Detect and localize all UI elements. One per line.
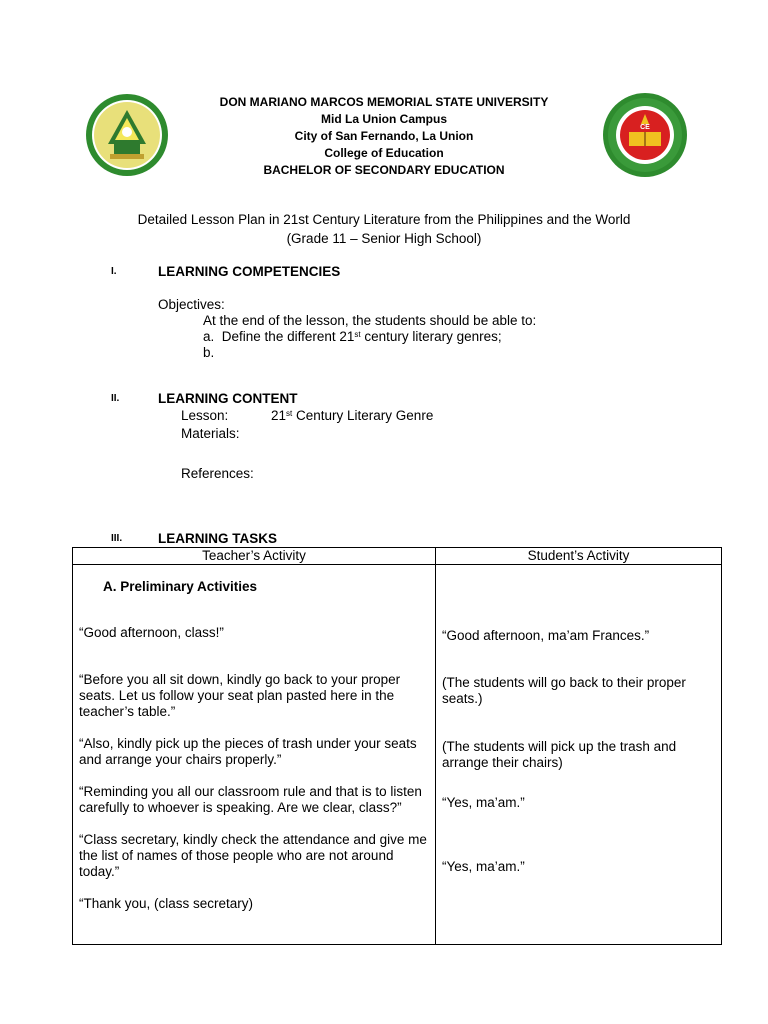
student-line-5: “Yes, ma’am.” bbox=[442, 859, 525, 874]
teacher-line-1: “Good afternoon, class!” bbox=[79, 625, 224, 640]
materials-label: Materials: bbox=[181, 426, 240, 441]
lesson-plan-title bbox=[60, 211, 708, 248]
references-label: References: bbox=[181, 466, 254, 481]
student-line-2: (The students will go back to their proper seats.) bbox=[442, 675, 686, 706]
teacher-activity-cell bbox=[73, 565, 436, 945]
section-3-heading: LEARNING TASKS bbox=[158, 531, 278, 546]
title-line-1: Detailed Lesson Plan in 21st Century Literature from the Philippines and the World bbox=[137, 212, 631, 227]
program-name: BACHELOR OF SECONDARY EDUCATION bbox=[263, 163, 505, 177]
lesson-label: Lesson: bbox=[181, 408, 229, 423]
city-name: City of San Fernando, La Union bbox=[294, 129, 474, 143]
university-name: DON MARIANO MARCOS MEMORIAL STATE UNIVERSITY bbox=[219, 95, 549, 109]
seal-text: CE bbox=[640, 124, 650, 131]
student-activity-cell bbox=[436, 565, 722, 945]
section-3-numeral: III. bbox=[111, 533, 123, 544]
college-name: College of Education bbox=[324, 146, 444, 160]
objectives-intro: At the end of the lesson, the students should be able to: bbox=[203, 313, 537, 328]
section-2-numeral: II. bbox=[111, 393, 120, 404]
objective-a-marker: a. bbox=[203, 329, 215, 344]
table-header-row bbox=[73, 548, 722, 565]
teacher-line-4: “Reminding you all our classroom rule and that is to listen carefully to whoever is speaking. Are we clear, class?” bbox=[79, 784, 422, 815]
objective-a bbox=[203, 329, 502, 345]
teacher-line-6: “Thank you, (class secretary) bbox=[79, 896, 254, 911]
student-line-3: (The students will pick up the trash and arrange their chairs) bbox=[442, 739, 677, 770]
preliminary-activities-heading: A. Preliminary Activities bbox=[103, 579, 258, 594]
teacher-line-2: “Before you all sit down, kindly go back to your proper seats. Let us follow your seat plan pasted here in the teacher’s table.” bbox=[79, 672, 401, 719]
section-2-heading: LEARNING CONTENT bbox=[158, 391, 298, 406]
title-line-2: (Grade 11 – Senior High School) bbox=[286, 230, 482, 246]
teacher-line-3: “Also, kindly pick up the pieces of trash under your seats and arrange your chairs properly.” bbox=[79, 736, 417, 767]
objective-a-text: Define the different 21st century literary genres; bbox=[221, 329, 502, 344]
objectives-label: Objectives: bbox=[158, 297, 225, 312]
section-1-heading: LEARNING COMPETENCIES bbox=[158, 264, 341, 279]
objective-b-marker: b. bbox=[203, 345, 215, 360]
campus-name: Mid La Union Campus bbox=[321, 112, 447, 126]
lesson-value: 21st Century Literary Genre bbox=[271, 408, 434, 423]
student-activity-header: Student’s Activity bbox=[436, 548, 722, 565]
table-row bbox=[73, 565, 722, 945]
teacher-activity-header: Teacher’s Activity bbox=[73, 548, 436, 565]
document-header bbox=[150, 94, 618, 179]
teacher-line-5: “Class secretary, kindly check the attendance and give me the list of names of those people who are not around today.” bbox=[79, 832, 427, 879]
student-line-4: “Yes, ma’am.” bbox=[442, 795, 525, 810]
section-1-numeral: I. bbox=[111, 266, 117, 277]
student-line-1: “Good afternoon, ma’am Frances.” bbox=[442, 628, 650, 643]
learning-tasks-table bbox=[72, 547, 722, 945]
